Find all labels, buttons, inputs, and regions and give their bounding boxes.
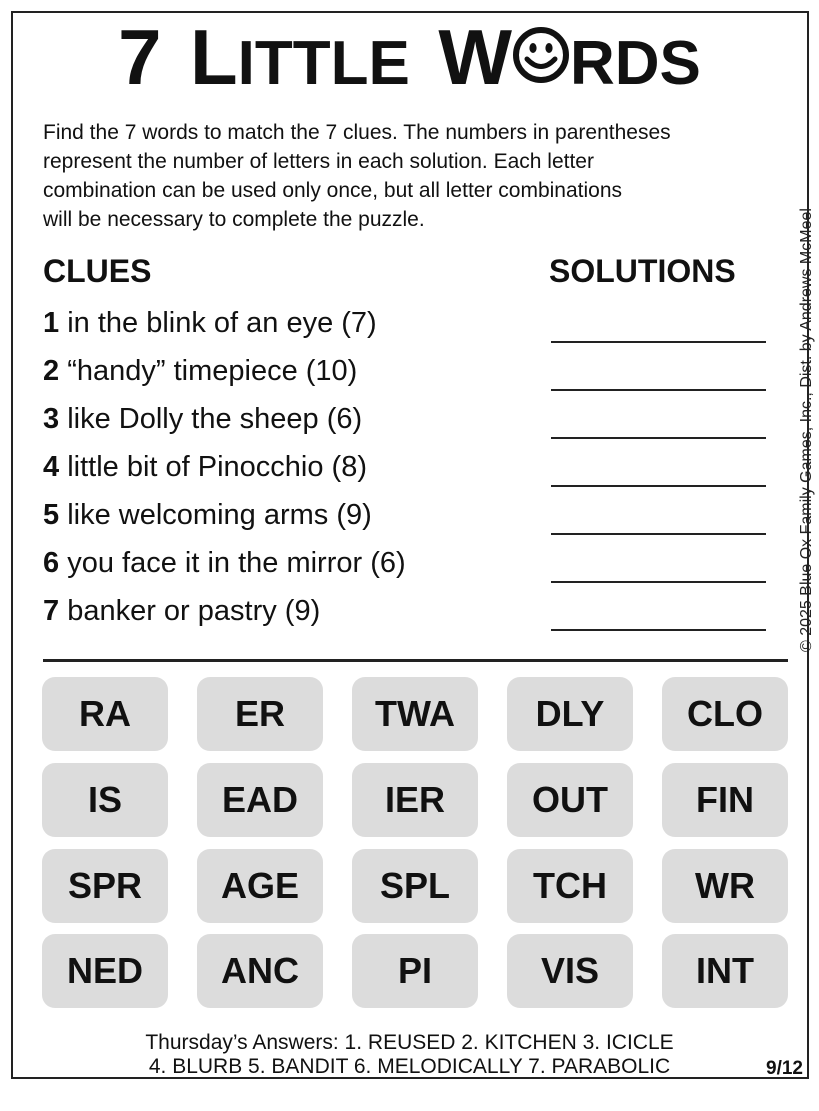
- previous-answers-line-1: Thursday’s Answers: 1. REUSED 2. KITCHEN 3. ICICLE: [145, 1031, 674, 1054]
- letter-tile[interactable]: ER: [197, 677, 323, 751]
- solution-line-4[interactable]: [551, 485, 766, 487]
- clue-1: [43, 307, 377, 340]
- title-word1-initial: L: [190, 13, 238, 101]
- clue-text: banker or pastry (9): [59, 595, 321, 627]
- clue-4: [43, 451, 367, 484]
- letter-tile[interactable]: SPL: [352, 849, 478, 923]
- clue-number: 3: [43, 403, 60, 435]
- clue-text: like Dolly the sheep (6): [59, 403, 363, 435]
- clue-text: you face it in the mirror (6): [59, 547, 406, 579]
- clue-text: in the blink of an eye (7): [59, 307, 377, 339]
- title-word2-initial: W: [438, 13, 512, 101]
- copyright-credit: © 2025 Blue Ox Family Games, Inc., Dist. by Andrews McMeel: [798, 208, 815, 652]
- clue-number: 5: [43, 499, 60, 531]
- letter-tile[interactable]: CLO: [662, 677, 788, 751]
- clue-5: [43, 499, 372, 532]
- previous-answers-line-2: 4. BLURB 5. BANDIT 6. MELODICALLY 7. PARABOLIC: [148, 1055, 671, 1078]
- clue-3: [43, 403, 362, 436]
- letter-tile[interactable]: VIS: [507, 934, 633, 1008]
- title-word1-rest: ITTLE: [237, 29, 410, 98]
- date-label: 9/12: [766, 1058, 803, 1079]
- letter-tile[interactable]: DLY: [507, 677, 633, 751]
- clue-number: 6: [43, 547, 60, 579]
- clue-text: like welcoming arms (9): [59, 499, 372, 531]
- letter-tile[interactable]: IER: [352, 763, 478, 837]
- title-word2-rest: RDS: [569, 29, 701, 98]
- letter-tile[interactable]: AGE: [197, 849, 323, 923]
- puzzle-title: [0, 13, 819, 101]
- instruction-line: represent the number of letters in each solution. Each letter: [43, 150, 594, 173]
- clue-number: 1: [43, 307, 60, 339]
- instruction-line: Find the 7 words to match the 7 clues. The numbers in parentheses: [43, 121, 671, 144]
- letter-tile[interactable]: TCH: [507, 849, 633, 923]
- instruction-line: combination can be used only once, but all letter combinations: [43, 179, 623, 202]
- clue-6: [43, 547, 406, 580]
- letter-tile[interactable]: RA: [42, 677, 168, 751]
- letter-tile[interactable]: INT: [662, 934, 788, 1008]
- clue-number: 2: [43, 355, 60, 387]
- letter-tile[interactable]: SPR: [42, 849, 168, 923]
- solution-line-1[interactable]: [551, 341, 766, 343]
- solution-line-3[interactable]: [551, 437, 766, 439]
- letter-tile[interactable]: FIN: [662, 763, 788, 837]
- solution-line-2[interactable]: [551, 389, 766, 391]
- smiley-face-icon: [512, 26, 570, 84]
- letter-tile[interactable]: PI: [352, 934, 478, 1008]
- letter-tile[interactable]: NED: [42, 934, 168, 1008]
- title-number: 7: [118, 13, 162, 101]
- solution-line-7[interactable]: [551, 629, 766, 631]
- letter-tile[interactable]: WR: [662, 849, 788, 923]
- letter-tile[interactable]: OUT: [507, 763, 633, 837]
- letter-tile[interactable]: ANC: [197, 934, 323, 1008]
- clue-7: [43, 595, 320, 628]
- clue-text: “handy” timepiece (10): [59, 355, 358, 387]
- clue-2: [43, 355, 357, 388]
- letter-tile[interactable]: IS: [42, 763, 168, 837]
- solution-line-5[interactable]: [551, 533, 766, 535]
- letter-tile[interactable]: EAD: [197, 763, 323, 837]
- clue-number: 4: [43, 451, 60, 483]
- instruction-line: will be necessary to complete the puzzle.: [43, 208, 425, 231]
- clue-number: 7: [43, 595, 60, 627]
- instructions: [43, 118, 793, 234]
- clues-header: CLUES: [43, 253, 152, 289]
- solution-line-6[interactable]: [551, 581, 766, 583]
- divider: [43, 659, 788, 662]
- clue-text: little bit of Pinocchio (8): [59, 451, 367, 483]
- solutions-header: SOLUTIONS: [549, 253, 736, 289]
- letter-tile[interactable]: TWA: [352, 677, 478, 751]
